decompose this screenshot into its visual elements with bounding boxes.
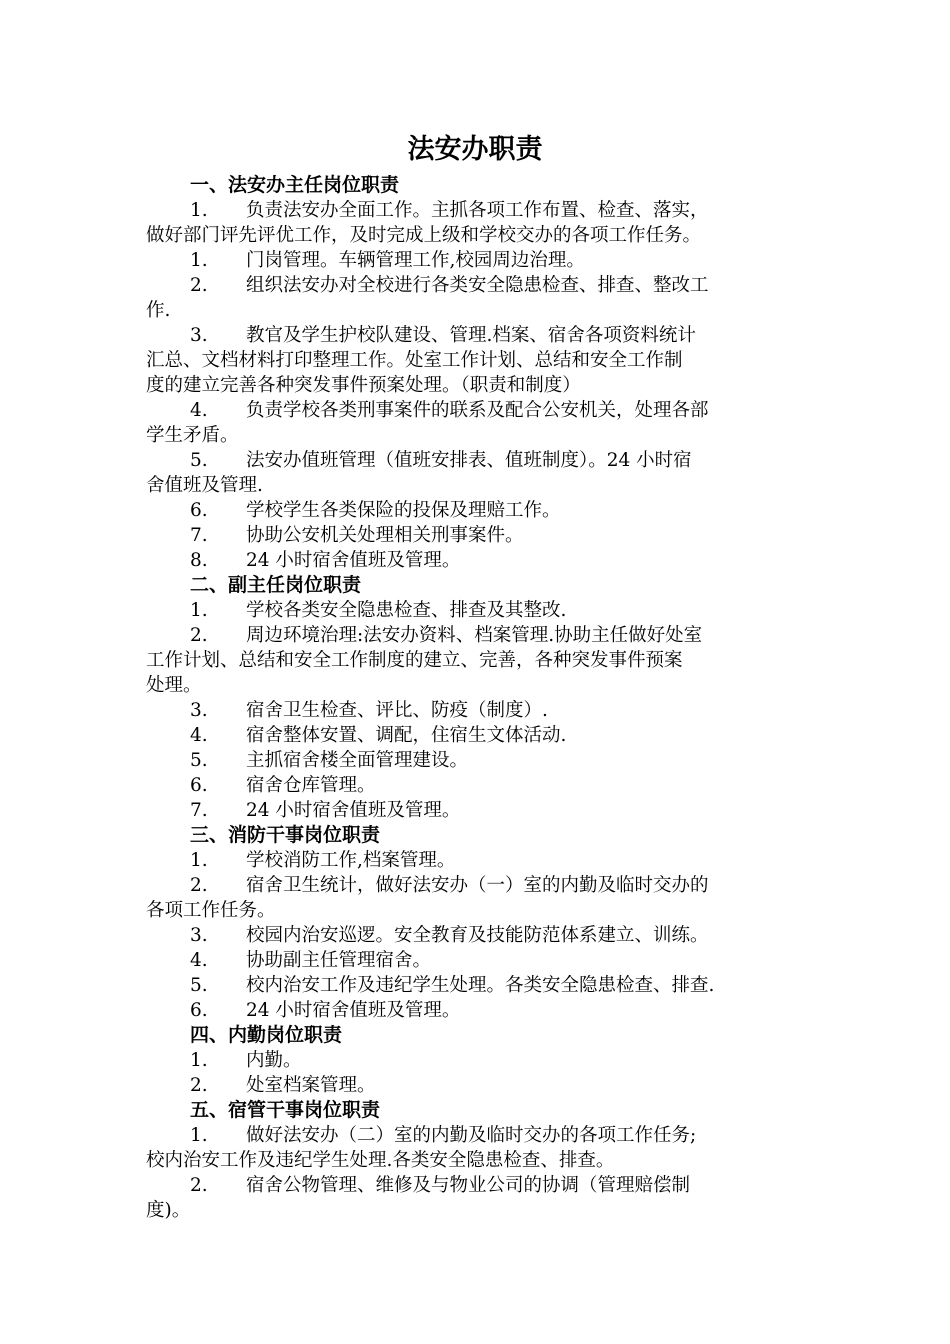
item-text: 处室档案管理。 [246,1075,376,1096]
item-number: 6. [190,500,208,521]
item-text: 内勤。 [246,1050,302,1071]
item-text: 宿舍卫生统计，做好法安办（一）室的内勤及临时交办的 [246,875,709,896]
item-text: 负责学校各类刑事案件的联系及配合公安机关，处理各部 [246,400,709,421]
item-text: 协助副主任管理宿舍。 [246,950,432,971]
item-number: 3. [190,925,208,946]
list-item [146,623,812,698]
list-item [146,998,812,1023]
item-text: 宿舍仓库管理。 [246,775,376,796]
item-text-continued: 度的建立完善各种突发事件预案处理。（职责和制度） [146,375,581,396]
list-item [146,773,812,798]
list-item [146,448,812,498]
item-number: 1. [190,850,208,871]
item-number: 3. [190,325,208,346]
list-item [146,1173,812,1223]
item-number: 1. [190,1125,208,1146]
list-item [146,198,812,248]
item-text-continued: 处理。 [146,675,202,696]
item-text: 24 小时宿舍值班及管理。 [246,800,461,821]
item-text-continued: 作. [146,300,171,321]
item-text-continued: 度)。 [146,1200,191,1221]
section-heading: 五、宿管干事岗位职责 [190,1099,381,1121]
item-text: 协助公安机关处理相关刑事案件。 [246,525,524,546]
item-text: 宿舍整体安置、调配，住宿生文体活动. [246,725,567,746]
item-text-continued: 汇总、文档材料打印整理工作。处室工作计划、总结和安全工作制 [146,350,683,371]
item-number: 2. [190,1175,208,1196]
item-text: 宿舍公物管理、维修及与物业公司的协调（管理赔偿制 [246,1175,691,1196]
item-text: 做好法安办（二）室的内勤及临时交办的各项工作任务; [246,1125,697,1146]
item-text: 主抓宿舍楼全面管理建设。 [246,750,469,771]
item-number: 5. [190,450,208,471]
item-text: 宿舍卫生检查、评比、防疫（制度）. [246,700,548,721]
item-text: 周边环境治理:法安办资料、档案管理.协助主任做好处室 [246,625,703,646]
item-number: 1. [190,600,208,621]
item-number: 1. [190,200,208,221]
list-item [146,1048,812,1073]
item-text: 校园内治安巡逻。安全教育及技能防范体系建立、训练。 [246,925,709,946]
item-number: 2. [190,625,208,646]
list-item [146,1073,812,1098]
item-number: 6. [190,1000,208,1021]
list-item [146,923,812,948]
item-text: 校内治安工作及违纪学生处理。各类安全隐患检查、排查. [246,975,715,996]
item-text: 24 小时宿舍值班及管理。 [246,550,461,571]
item-text-continued: 做好部门评先评优工作，及时完成上级和学校交办的各项工作任务。 [146,225,702,246]
item-number: 5. [190,750,208,771]
list-item [146,848,812,873]
item-text: 学校学生各类保险的投保及理赔工作。 [246,500,561,521]
list-item [146,723,812,748]
item-number: 4. [190,950,208,971]
list-item [146,523,812,548]
section-heading: 三、消防干事岗位职责 [190,824,381,846]
list-item [146,973,812,998]
item-text-continued: 各项工作任务。 [146,900,276,921]
list-item [146,1123,812,1173]
item-text: 门岗管理。车辆管理工作,校园周边治理。 [246,250,585,271]
item-text: 组织法安办对全校进行各类安全隐患检查、排查、整改工 [246,275,709,296]
item-text-continued: 校内治安工作及违纪学生处理.各类安全隐患检查、排查。 [146,1150,615,1171]
item-number: 4. [190,725,208,746]
list-item [146,548,812,573]
item-text-continued: 学生矛盾。 [146,425,239,446]
item-number: 1. [190,1050,208,1071]
list-item [146,873,812,923]
document-body [146,173,812,1223]
document-title: 法安办职责 [407,134,543,165]
item-text: 学校各类安全隐患检查、排查及其整改. [246,600,567,621]
item-number: 6. [190,775,208,796]
item-number: 7. [190,800,208,821]
item-number: 5. [190,975,208,996]
item-text-continued: 舍值班及管理. [146,475,263,496]
item-text-continued: 工作计划、总结和安全工作制度的建立、完善，各种突发事件预案 [146,650,683,671]
list-item [146,698,812,723]
list-item [146,498,812,523]
list-item [146,798,812,823]
item-text: 教官及学生护校队建设、管理.档案、宿舍各项资料统计 [246,325,696,346]
section-heading: 一、法安办主任岗位职责 [190,174,400,196]
item-number: 7. [190,525,208,546]
section-heading: 二、副主任岗位职责 [190,574,362,596]
item-number: 2. [190,275,208,296]
item-number: 2. [190,875,208,896]
item-number: 8. [190,550,208,571]
item-text: 法安办值班管理（值班安排表、值班制度）。24 小时宿 [246,450,692,471]
list-item [146,273,812,323]
list-item [146,748,812,773]
item-text: 负责法安办全面工作。主抓各项工作布置、检查、落实， [246,200,709,221]
item-number: 4. [190,400,208,421]
section-heading: 四、内勤岗位职责 [190,1024,343,1046]
item-number: 3. [190,700,208,721]
list-item [146,598,812,623]
list-item [146,398,812,448]
list-item [146,948,812,973]
list-item [146,323,812,398]
item-text: 学校消防工作,档案管理。 [246,850,456,871]
list-item [146,248,812,273]
item-number: 1. [190,250,208,271]
item-number: 2. [190,1075,208,1096]
item-text: 24 小时宿舍值班及管理。 [246,1000,461,1021]
